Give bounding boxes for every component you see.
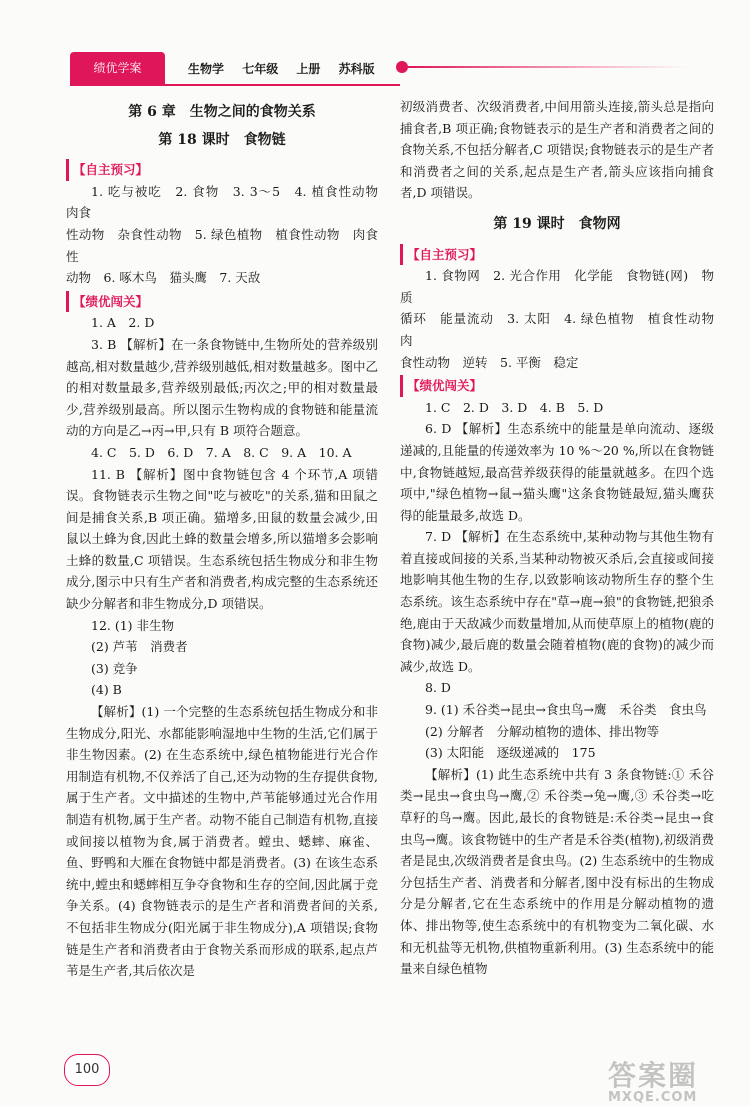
right-column (400, 96, 727, 980)
preview-line: 1. 食物网 2. 光合作用 化学能 食物链(网) 物质 (400, 268, 714, 305)
chapter-title: 第 6 章 生物之间的食物关系 (128, 104, 316, 120)
section-preview-heading: 【自主预习】 (400, 244, 482, 266)
answer-paragraph: 11. B 【解析】图中食物链包含 4 个环节,A 项错误。食物链表示生物之间"吃与被吃"的关系,猫和田鼠之间是捕食关系,B 项正确。猫增多,田鼠的数量会减少,田鼠以土蜂为食,因此土蜂的数量会增多,所以猫增多会影响土蜂的数量,C 项错误。生态系统包括生物成分和非生物成分,图示中只有生产者和消费者,构成完整的生态系统还缺少分解者和非生物成分,D 项错误。 (66, 466, 378, 612)
preview-line: 循环 能量流动 3. 太阳 4. 绿色植物 植食性动物 肉 (400, 311, 727, 348)
answer-paragraph: 6. D 【解析】生态系统中的能量是单向流动、逐级递减的,且能量的传递效率为 10 %～20 %,所以在食物链中,食物链越短,最高营养级获得的能量就越多。在四个选项中,"绿色植物→鼠→猫头鹰"这条食物链最短,猫头鹰获得的能量最多,故选 D。 (400, 421, 714, 523)
site-watermark (608, 1054, 738, 1106)
answer-paragraph: (2) 分解者 分解动植物的遗体、排出物等 (425, 723, 660, 739)
answer-paragraph: 1. A 2. D (91, 315, 155, 331)
watermark-logo-text: 答案圈 (608, 1059, 699, 1092)
answer-paragraph: (3) 太阳能 逐级递减的 175 (425, 745, 596, 761)
page-header (0, 0, 750, 95)
preview-line: 性动物 杂食性动物 5. 绿色植物 植食性动物 肉食性 (66, 226, 378, 264)
brand-label: 绩优学案 (70, 52, 165, 84)
answer-paragraph: 【解析】(1) 一个完整的生态系统包括生物成分和非生物成分,阳光、水都能影响湿地中生物的生活,它们属于非生物因素。(2) 在生态系统中,绿色植物能进行光合作用制造有机物,不仅养活了自己,还为动物的生存提供食物,属于生产者。文中描述的生物中,芦苇能够通过光合作用制造有机物,属于生产者。动物不能自己制造有机物,直接或间接以植物为食,属于消费者。螳虫、蟋蟀、麻雀、鱼、野鸭和大雁在食物链中都是消费者。(3) 在该生态系统中,螳虫和蟋蟀相互争夺食物和生存的空间,因此属于竞争关系。(4) 食物链表示的是生产者和消费者间的关系,不包括非生物成分(阳光属于非生物成分),A 项错误;食物链是生产者和消费者由于食物关系而形成的联系,起点芦苇是生产者,其后依次是 (66, 704, 378, 979)
left-column (66, 96, 391, 982)
answer-paragraph: 8. D (425, 680, 451, 696)
grade-label: 七年级 (242, 62, 279, 76)
section-practice-heading: 【绩优闯关】 (66, 291, 148, 313)
lesson-title-18: 第 18 课时 食物链 (158, 131, 286, 148)
answer-paragraph: (4) B (91, 682, 122, 698)
answer-paragraph: (2) 芦苇 消费者 (91, 639, 188, 655)
section-practice-heading: 【绩优闯关】 (400, 375, 482, 397)
preview-line: 1. 吃与被吃 2. 食物 3. 3～5 4. 植食性动物 肉食 (66, 183, 391, 221)
header-rule (408, 66, 688, 68)
watermark-url: MXQE.COM (608, 1090, 698, 1105)
answer-paragraph: 3. B 【解析】在一条食物链中,生物所处的营养级别越高,相对数量越少,营养级别越低,相对数量越多。图中乙的相对数量最多,营养级别最低;丙次之;甲的相对数量最少,营养级别最高。所以图示生物构成的食物链和能量流动的方向是乙→丙→甲,只有 B 项符合题意。 (66, 336, 378, 439)
section-preview-heading: 【自主预习】 (66, 159, 148, 181)
answer-paragraph: 【解析】(1) 此生态系统中共有 3 条食物链:① 禾谷类→昆虫→食虫鸟→鹰,② 禾谷类→兔→鹰,③ 禾谷类→吃草籽的鸟→鹰。因此,最长的食物链是:禾谷类→昆虫→食虫鸟→鹰。该食物链中的生产者是禾谷类(植物),初级消费者是昆虫,次级消费者是食虫鸟。(2) 生态系统中的生物成分包括生产者、消费者和分解者,图中没有标出的生物成分是分解者,它在生态系统中的作用是分解动植物的遗体、排出物等,使生态系统中的有机物变为二氧化碳、水和无机盐等无机物,供植物重新利用。(3) 生态系统中的能量来自绿色植物 (400, 766, 714, 977)
answer-paragraph: (3) 竞争 (91, 660, 138, 676)
preview-line: 食性动物 逆转 5. 平衡 稳定 (400, 354, 579, 370)
volume-label: 上册 (296, 62, 321, 76)
answer-paragraph: 12. (1) 非生物 (91, 617, 175, 633)
page-number: 100 (64, 1054, 110, 1086)
header-dot-icon (396, 61, 408, 73)
lesson-title-19: 第 19 课时 食物网 (493, 215, 621, 232)
preview-line: 动物 6. 啄木鸟 猫头鹰 7. 天敌 (66, 270, 261, 286)
answer-paragraph: 初级消费者、次级消费者,中间用箭头连接,箭头总是指向捕食者,B 项正确;食物链表示的是生产者和消费者之间的食物关系,不包括分解者,C 项错误;食物链表示的是生产者和消费者之间的关系,起点是生产者,箭头应该指向捕食者,D 项错误。 (400, 99, 714, 201)
book-info (188, 60, 389, 77)
header-base-rule (70, 84, 400, 86)
subject-label: 生物学 (188, 62, 225, 76)
answer-paragraph: 7. D 【解析】在生态系统中,某种动物与其他生物有着直接或间接的关系,当某种动物被灭杀后,会直接或间接地影响其他生物的生存,以致影响该动物所生存的整个生态系统。该生态系统中存在"草→鹿→狼"的食物链,把狼杀绝,鹿由于天敌减少而数量增加,从而使草原上的植物(鹿的食物)减少,最后鹿的数量会随着植物(鹿的食物)的减少而减少,故选 D。 (400, 529, 714, 674)
edition-label: 苏科版 (338, 62, 375, 76)
answer-paragraph: 1. C 2. D 3. D 4. B 5. D (425, 399, 604, 415)
answer-paragraph: 4. C 5. D 6. D 7. A 8. C 9. A 10. A (91, 444, 352, 460)
answer-paragraph: 9. (1) 禾谷类→昆虫→食虫鸟→鹰 禾谷类 食虫鸟 (425, 702, 707, 718)
